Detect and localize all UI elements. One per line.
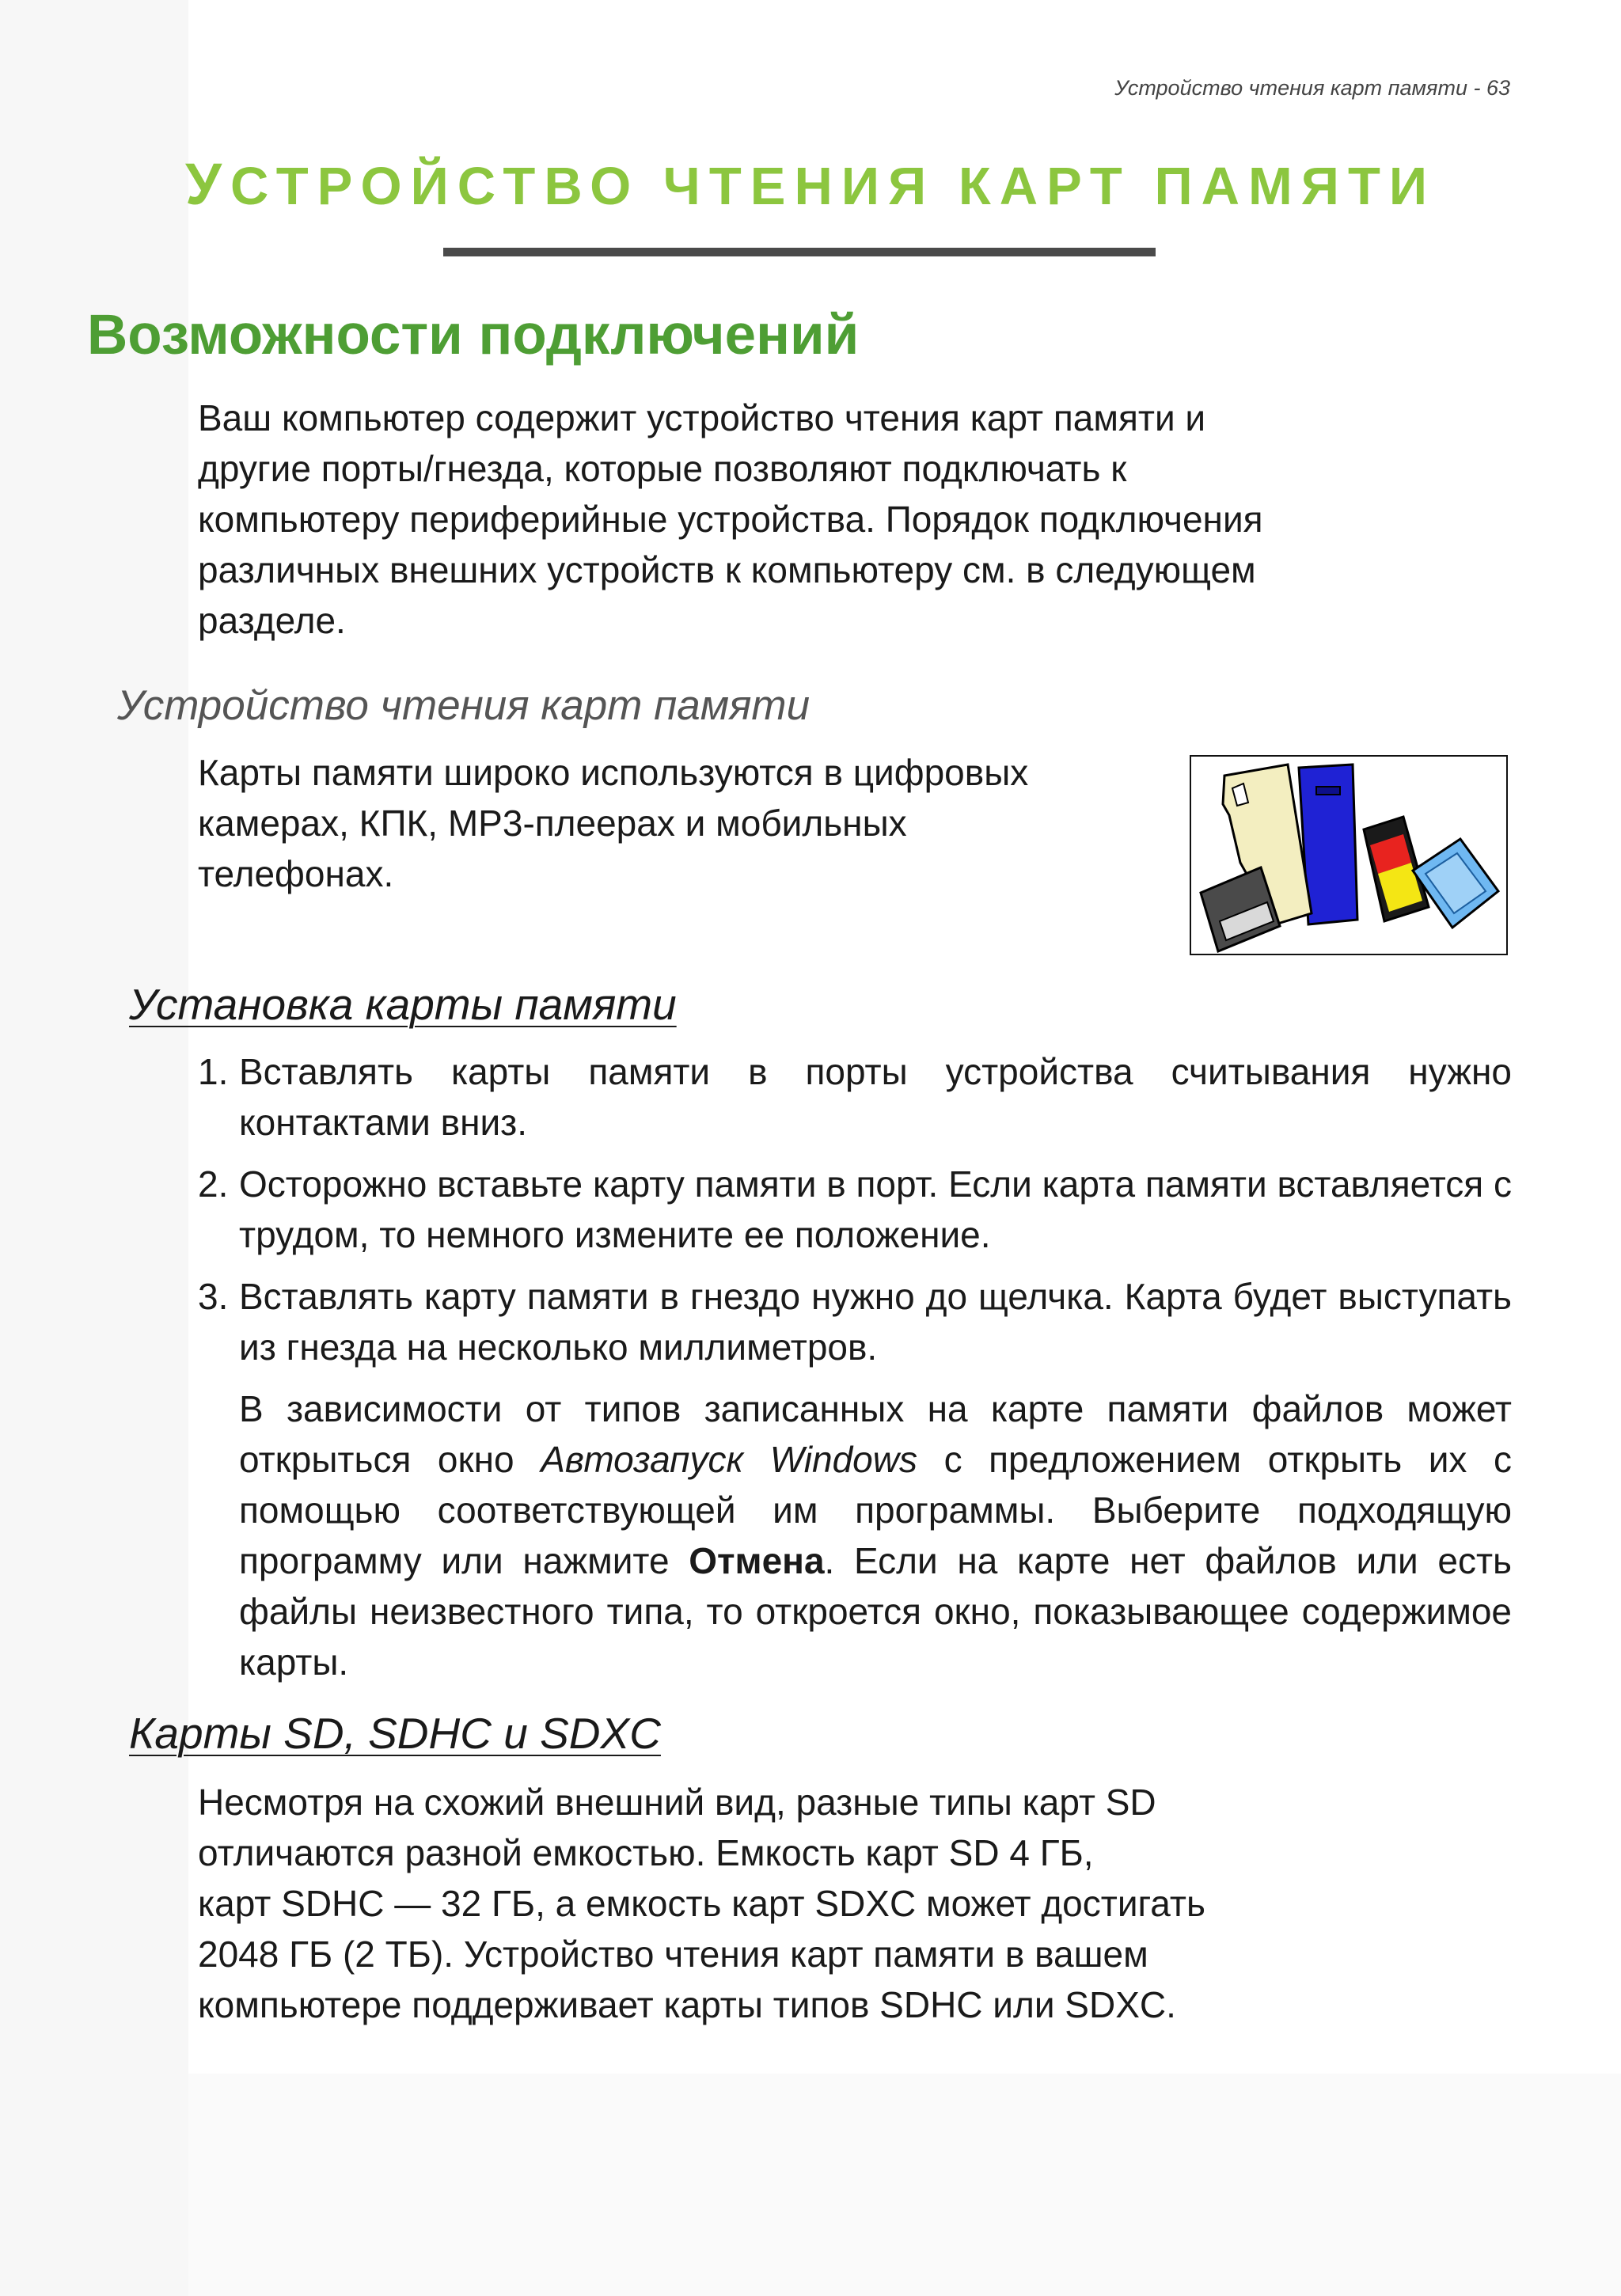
intro-line: другие порты/гнезда, которые позволяют подключать к xyxy=(198,448,1127,489)
chapter-title-rest: СТРОЙСТВО ЧТЕНИЯ КАРТ ПАМЯТИ xyxy=(230,157,1437,216)
autorun-note xyxy=(239,1383,1512,1687)
step-text: Вставлять карту памяти в гнездо нужно до щелчка. Карта будет выступать из гнезда на несколько миллиметров. xyxy=(239,1276,1512,1368)
sd-line: карт SDHC — 32 ГБ, а емкость карт SDXC может достигать xyxy=(198,1883,1205,1924)
cards-paragraph xyxy=(198,747,1187,899)
cancel-label: Отмена xyxy=(689,1540,825,1581)
sd-line: Несмотря на схожий внешний вид, разные типы карт SD xyxy=(198,1782,1156,1823)
sd-line: компьютере поддерживает карты типов SDHC или SDXC. xyxy=(198,1984,1176,2025)
cards-line: телефонах. xyxy=(198,853,394,894)
sd-paragraph xyxy=(198,1777,1512,2030)
sd-line: 2048 ГБ (2 ТБ). Устройство чтения карт памяти в вашем xyxy=(198,1934,1148,1975)
step-number: 1. xyxy=(198,1051,229,1092)
intro-line: Ваш компьютер содержит устройство чтения карт памяти и xyxy=(198,397,1206,438)
card-reader-heading: Устройство чтения карт памяти xyxy=(117,682,810,729)
install-steps-list xyxy=(198,1046,1512,1687)
list-item xyxy=(198,1046,1512,1148)
sd-line: отличаются разной емкостью. Емкость карт SD 4 ГБ, xyxy=(198,1832,1094,1873)
autorun-note-text: В зависимости от типов записанных на карте памяти файлов может открыться окно xyxy=(239,1388,1512,1480)
memory-cards-figure xyxy=(1190,755,1508,955)
intro-line: компьютеру периферийные устройства. Порядок подключения xyxy=(198,499,1263,540)
autorun-window-name: Автозапуск Windows xyxy=(541,1439,917,1480)
intro-line: разделе. xyxy=(198,600,346,641)
install-heading: Установка карты памяти xyxy=(129,980,677,1029)
sd-cards-heading: Карты SD, SDHC и SDXC xyxy=(129,1709,661,1758)
blue-card-notch-icon xyxy=(1316,787,1340,795)
intro-paragraph xyxy=(198,393,1512,646)
step-text: Вставлять карты памяти в порты устройства считывания нужно контактами вниз. xyxy=(239,1051,1512,1143)
cards-line: камерах, КПК, MP3-плеерах и мобильных xyxy=(198,803,907,844)
autorun-note-text: . Если на карте нет файлов или есть файлы неизвестного типа, то откроется окно, показывающее содержимое карты. xyxy=(239,1540,1513,1683)
autorun-note-text: с предложением открыть их с помощью соответствующей им программы. Выберите подходящую программу или нажмите xyxy=(239,1439,1512,1581)
title-rule xyxy=(443,248,1156,256)
step-text: Осторожно вставьте карту памяти в порт. Если карта памяти вставляется с трудом, то немного измените ее положение. xyxy=(239,1163,1512,1255)
intro-line: различных внешних устройств к компьютеру см. в следующем xyxy=(198,549,1256,590)
step-number: 2. xyxy=(198,1163,229,1205)
chapter-title-initial: У xyxy=(184,151,230,217)
list-item xyxy=(198,1159,1512,1260)
running-header: Устройство чтения карт памяти - 63 xyxy=(1114,76,1510,100)
step-number: 3. xyxy=(198,1276,229,1317)
cards-line: Карты памяти широко используются в цифровых xyxy=(198,752,1029,793)
memory-cards-illustration-icon xyxy=(1191,757,1506,954)
page-bottom-band xyxy=(188,2074,1621,2296)
section-heading: Возможности подключений xyxy=(87,304,860,366)
list-item xyxy=(198,1271,1512,1372)
chapter-title xyxy=(0,150,1621,218)
